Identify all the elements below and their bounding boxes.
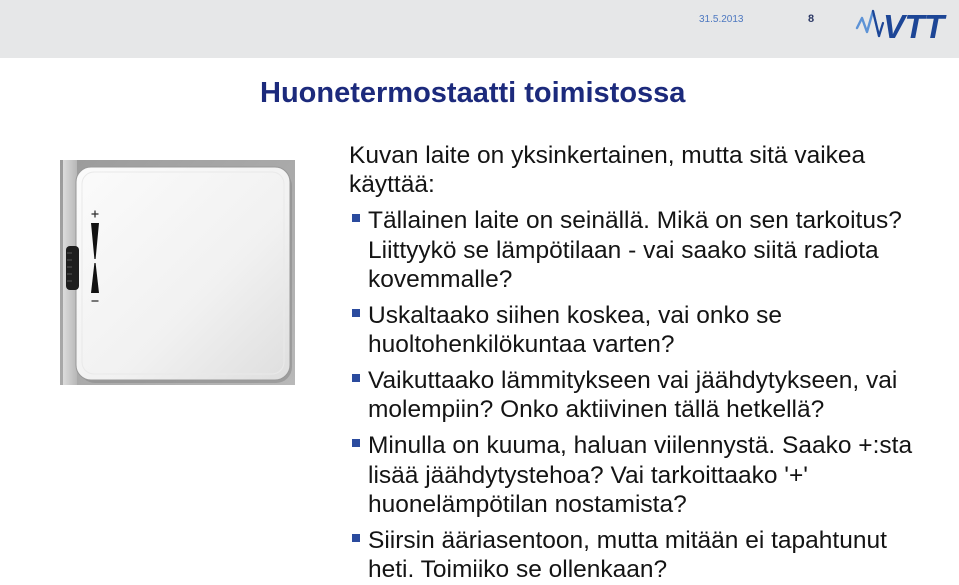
- bullet-item: [368, 206, 926, 294]
- vtt-logo: [852, 3, 950, 45]
- bullet-marker: [352, 439, 360, 447]
- bullet-item: [368, 526, 926, 584]
- bullet-marker: [352, 374, 360, 382]
- intro-text: Kuvan laite on yksinkertainen, mutta sitä vaikea käyttää:: [349, 142, 866, 199]
- slide-date: 31.5.2013: [699, 14, 744, 25]
- bullet-item: [368, 431, 926, 519]
- slide-content: [349, 141, 926, 584]
- bullet-text: Tällainen laite on seinällä. Mikä on sen tarkoitus? Liittyykö se lämpötilaan - vai saako siitä radiota kovemmalle?: [368, 207, 902, 294]
- thermostat-photo: [60, 160, 295, 385]
- thumbwheel: [66, 246, 79, 290]
- header-band: [0, 0, 959, 58]
- logo-wave-accent-icon: [873, 11, 883, 36]
- slide-title: Huonetermostaatti toimistossa: [260, 77, 686, 109]
- bullet-text: Minulla on kuuma, haluan viilennystä. Saako +:sta lisää jäähdytystehoa? Vai tarkoittaako '+' huonelämpötilan nostamista?: [368, 432, 913, 519]
- bullet-text: Siirsin ääriasentoon, mutta mitään ei tapahtunut heti. Toimiiko se ollenkaan?: [368, 526, 887, 584]
- bullet-item: [368, 301, 926, 360]
- logo-text: VTT: [883, 8, 944, 45]
- bullet-marker: [352, 214, 360, 222]
- device-body: [76, 167, 290, 380]
- bullet-item: [368, 366, 926, 425]
- bullet-text: Vaikuttaako lämmitykseen vai jäähdytykseen, vai molempiin? Onko aktiivinen tällä hetkellä?: [368, 367, 898, 424]
- bullet-text: Uskaltaako siihen koskea, vai onko se huoltohenkilökuntaa varten?: [368, 301, 782, 359]
- bullet-marker: [352, 534, 360, 542]
- bullet-marker: [352, 309, 360, 317]
- page-number: 8: [808, 13, 815, 25]
- bullet-list: [349, 206, 926, 584]
